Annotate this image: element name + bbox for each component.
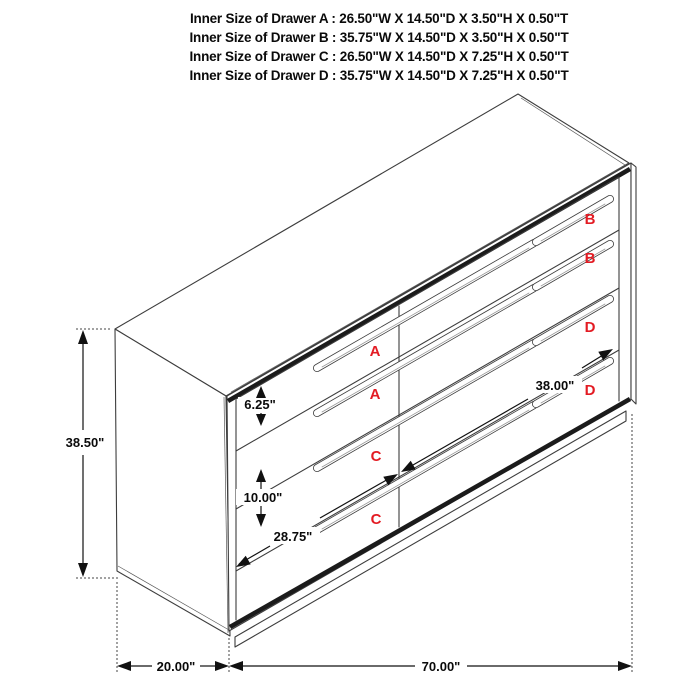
width-dim-text: 70.00" xyxy=(421,659,461,674)
header-line-drawer-d: Inner Size of Drawer D : 35.75"W X 14.50"D X 7.25"H X 0.50"T xyxy=(189,68,569,83)
label-drawer-a2: A xyxy=(369,386,381,403)
label-drawer-d1: D xyxy=(584,319,596,336)
height-arrow-down xyxy=(78,563,88,577)
depth-arrow-left xyxy=(117,661,131,671)
drawer-a-height-text: 6.25" xyxy=(244,397,276,412)
label-drawer-c2: C xyxy=(370,511,382,528)
width-arrow-left xyxy=(229,661,243,671)
depth-dim-text: 20.00" xyxy=(156,659,196,674)
width-arrow-right xyxy=(618,661,632,671)
header-line-drawer-b: Inner Size of Drawer B : 35.75"W X 14.50"D X 3.50"H X 0.50"T xyxy=(189,30,569,45)
left-section-width-text: 28.75" xyxy=(273,529,313,544)
label-drawer-b2: B xyxy=(584,250,596,267)
label-drawer-a1: A xyxy=(369,343,381,360)
label-drawer-d2: D xyxy=(584,382,596,399)
drawer-c-height-text: 10.00" xyxy=(243,490,283,505)
height-arrow-up xyxy=(78,330,88,344)
header-line-drawer-c: Inner Size of Drawer C : 26.50"W X 14.50"D X 7.25"H X 0.50"T xyxy=(189,49,569,64)
height-dim-text: 38.50" xyxy=(65,435,105,450)
dresser-body xyxy=(115,94,636,647)
label-drawer-b1: B xyxy=(584,211,596,228)
right-section-width-text: 38.00" xyxy=(535,378,575,393)
depth-arrow-right xyxy=(215,661,229,671)
dresser-right-edge xyxy=(631,163,636,404)
header-line-drawer-a: Inner Size of Drawer A : 26.50"W X 14.50"D X 3.50"H X 0.50"T xyxy=(189,11,568,26)
label-drawer-c1: C xyxy=(370,448,382,465)
